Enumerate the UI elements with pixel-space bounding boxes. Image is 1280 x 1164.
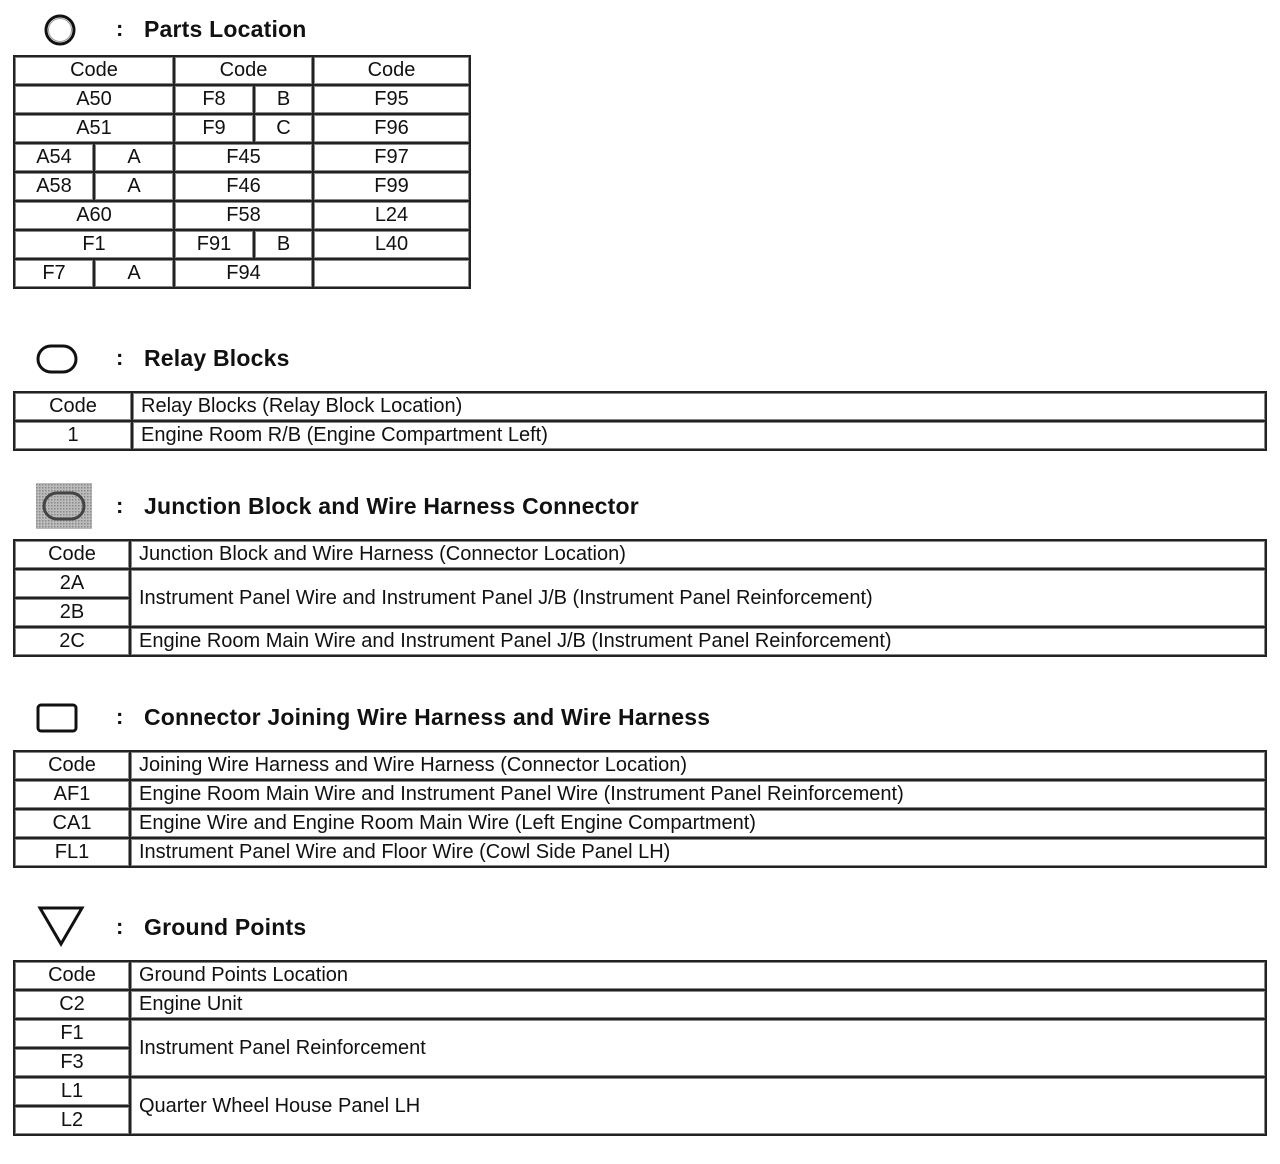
code-cell: C2 xyxy=(14,990,130,1019)
table-header-row xyxy=(14,961,1266,990)
code-cell: CA1 xyxy=(14,809,130,838)
table-row xyxy=(14,809,1266,838)
table-row xyxy=(14,85,470,114)
column-header: Code xyxy=(313,56,470,85)
table-row xyxy=(14,1077,1266,1106)
table-row xyxy=(14,990,1266,1019)
description-cell: Quarter Wheel House Panel LH xyxy=(130,1077,1266,1135)
code-cell: 2A xyxy=(14,569,130,598)
part-code: A50 xyxy=(14,85,174,114)
section-title: Relay Blocks xyxy=(144,345,290,371)
colon: : xyxy=(116,914,124,939)
part-code: F7 xyxy=(14,259,94,288)
part-code: F8 xyxy=(174,85,254,114)
table-row xyxy=(14,1019,1266,1048)
column-header: Code xyxy=(14,540,130,569)
table-row xyxy=(14,838,1266,867)
table-row xyxy=(14,143,470,172)
part-code: F95 xyxy=(313,85,470,114)
code-cell: 1 xyxy=(14,421,132,450)
triangle-down-icon xyxy=(0,902,120,952)
relay-blocks-table xyxy=(13,391,1267,451)
table-row xyxy=(14,201,470,230)
code-cell: 2C xyxy=(14,627,130,656)
part-code xyxy=(313,259,470,288)
parts-location-table xyxy=(13,55,471,289)
part-location-letter: A xyxy=(94,259,174,288)
part-location-letter: B xyxy=(254,85,313,114)
part-code: L24 xyxy=(313,201,470,230)
table-row xyxy=(14,627,1266,656)
table-row xyxy=(14,259,470,288)
description-cell: Instrument Panel Wire and Floor Wire (Cowl Side Panel LH) xyxy=(130,838,1266,867)
table-row xyxy=(14,780,1266,809)
connector-joining-table xyxy=(13,750,1267,868)
junction-block-table xyxy=(13,539,1267,657)
table-row xyxy=(14,172,470,201)
part-code: A58 xyxy=(14,172,94,201)
part-code: A54 xyxy=(14,143,94,172)
code-cell: L1 xyxy=(14,1077,130,1106)
part-code: F45 xyxy=(174,143,313,172)
part-code: F58 xyxy=(174,201,313,230)
description-cell: Instrument Panel Reinforcement xyxy=(130,1019,1266,1077)
rectangle-icon xyxy=(0,692,120,742)
part-code: F1 xyxy=(14,230,174,259)
colon: : xyxy=(116,345,124,370)
column-header: Joining Wire Harness and Wire Harness (Connector Location) xyxy=(130,751,1266,780)
table-header-row xyxy=(14,392,1266,421)
table-header-row xyxy=(14,540,1266,569)
section-title: Parts Location xyxy=(144,16,307,42)
code-cell: F3 xyxy=(14,1048,130,1077)
table-row xyxy=(14,114,470,143)
description-cell: Engine Room R/B (Engine Compartment Left) xyxy=(132,421,1266,450)
colon: : xyxy=(116,16,124,41)
column-header: Code xyxy=(14,56,174,85)
table-header-row xyxy=(14,56,470,85)
part-code: F94 xyxy=(174,259,313,288)
table-row xyxy=(14,230,470,259)
part-code: F91 xyxy=(174,230,254,259)
part-code: F97 xyxy=(313,143,470,172)
part-location-letter: B xyxy=(254,230,313,259)
column-header: Ground Points Location xyxy=(130,961,1266,990)
colon: : xyxy=(116,493,124,518)
code-cell: L2 xyxy=(14,1106,130,1135)
section-title: Ground Points xyxy=(144,914,307,940)
circle-icon xyxy=(0,4,120,54)
ground-points-table xyxy=(13,960,1267,1136)
description-cell: Engine Room Main Wire and Instrument Panel J/B (Instrument Panel Reinforcement) xyxy=(130,627,1266,656)
part-location-letter: A xyxy=(94,143,174,172)
description-cell: Engine Wire and Engine Room Main Wire (Left Engine Compartment) xyxy=(130,809,1266,838)
part-code: L40 xyxy=(313,230,470,259)
column-header: Code xyxy=(174,56,313,85)
code-cell: 2B xyxy=(14,598,130,627)
section-title: Connector Joining Wire Harness and Wire Harness xyxy=(144,704,711,730)
column-header: Code xyxy=(14,392,132,421)
colon: : xyxy=(116,704,124,729)
part-code: F46 xyxy=(174,172,313,201)
table-header-row xyxy=(14,751,1266,780)
table-row xyxy=(14,421,1266,450)
column-header: Code xyxy=(14,961,130,990)
shaded-rounded-rect-icon xyxy=(0,481,120,531)
description-cell: Instrument Panel Wire and Instrument Panel J/B (Instrument Panel Reinforcement) xyxy=(130,569,1266,627)
description-cell: Engine Unit xyxy=(130,990,1266,1019)
part-code: F9 xyxy=(174,114,254,143)
rounded-rect-icon xyxy=(0,333,120,383)
part-code: F96 xyxy=(313,114,470,143)
part-code: F99 xyxy=(313,172,470,201)
column-header: Code xyxy=(14,751,130,780)
code-cell: F1 xyxy=(14,1019,130,1048)
part-code: A51 xyxy=(14,114,174,143)
part-location-letter: C xyxy=(254,114,313,143)
code-cell: FL1 xyxy=(14,838,130,867)
code-cell: AF1 xyxy=(14,780,130,809)
part-code: A60 xyxy=(14,201,174,230)
column-header: Relay Blocks (Relay Block Location) xyxy=(132,392,1266,421)
table-row xyxy=(14,569,1266,598)
column-header: Junction Block and Wire Harness (Connector Location) xyxy=(130,540,1266,569)
description-cell: Engine Room Main Wire and Instrument Panel Wire (Instrument Panel Reinforcement) xyxy=(130,780,1266,809)
section-title: Junction Block and Wire Harness Connector xyxy=(144,493,639,519)
part-location-letter: A xyxy=(94,172,174,201)
